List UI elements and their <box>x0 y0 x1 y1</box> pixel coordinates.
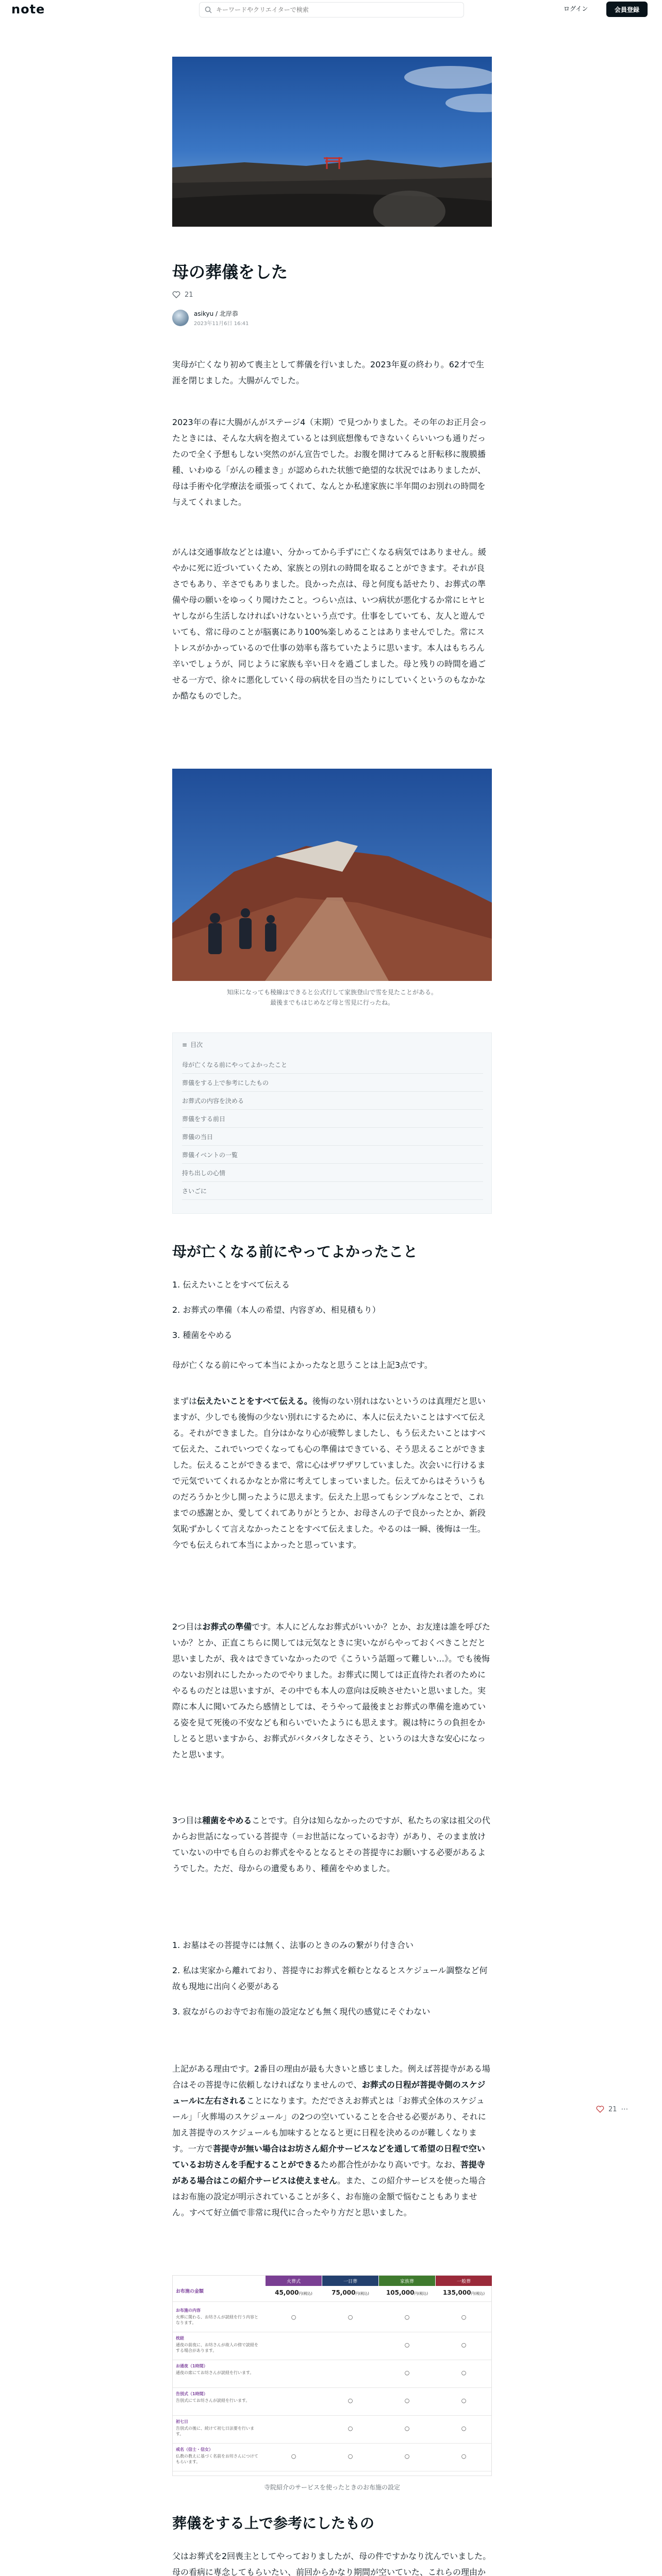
text-run: まずは <box>172 1396 197 1406</box>
photo-caption: 最後までもはじめなど母と雪見に行ったね。 <box>270 999 394 1006</box>
plan-header: 一日葬 <box>322 2276 378 2286</box>
numbered-list <box>172 1937 492 2029</box>
table-row <box>173 2304 491 2332</box>
numbered-list <box>172 1277 492 1352</box>
toc-label: 目次 <box>190 1041 203 1048</box>
row-description: 仏教の教えに基づく名前をお坊さんにつけてもらいます。 <box>176 2454 258 2464</box>
table-cell: ○ <box>404 2453 410 2460</box>
text-run: ことです。自分は知らなかったのですが、私たちの家は祖父の代からお世話になっている菩提寺（＝お世話になっているお寺）があり、そのまま放けていないの中でも自らのお葬式をやるとなるとその菩提寺にお願いする必要があるようでした。ただ、母からの遺愛もあり、種菌をやめました。 <box>172 1816 490 1873</box>
like-count: 21 <box>185 291 193 299</box>
table-cell: ○ <box>461 2453 467 2460</box>
table-cell: ○ <box>461 2369 467 2376</box>
text-run: 3つ目は <box>172 1816 203 1825</box>
plan-header: 火葬式 <box>266 2276 322 2286</box>
signup-button[interactable]: 会員登録 <box>606 2 648 17</box>
note-logo[interactable]: note <box>11 2 45 16</box>
paragraph <box>172 1393 492 1553</box>
row-label: 枕経 <box>176 2336 184 2341</box>
price-value: 75,000 <box>332 2289 356 2296</box>
table-cell: ○ <box>461 2425 467 2432</box>
toc-item[interactable]: 葬儀をする前日 <box>182 1110 483 1128</box>
paragraph: 実母が亡くなり初めて喪主として葬儀を行いました。2023年夏の終わり。62才で生涯を閉じました。大腸がんでした。 <box>172 360 485 385</box>
toc-item[interactable]: 母が亡くなる前にやってよかったこと <box>182 1056 483 1074</box>
heart-icon[interactable] <box>596 2105 604 2113</box>
list-item: 1. お墓はその菩提寺には無く、法事のときのみの繋がり付き合い <box>172 1940 414 1950</box>
plan-price <box>436 2289 492 2296</box>
text-run: 上記がある理由です。2番目の理由が最も大きいと感じました。例えば菩提寺がある場合はその菩提寺に依頼しなければなりませんので、 <box>172 2064 490 2090</box>
table-cell: ○ <box>461 2314 467 2320</box>
floating-like[interactable] <box>596 2105 628 2113</box>
price-unit: 円(税込) <box>471 2292 485 2296</box>
table-cell: ○ <box>404 2342 410 2348</box>
table-caption: 寺院紹介のサービスを使ったときのお布施の設定 <box>263 2484 400 2491</box>
text-run: ことになります。ただでさえお葬式とは「お葬式全体のスケジュール」「火葬場のスケジュール」の2つの空いていることを合せる必要があり、それに加え菩提寺のスケジュールも加味するとなると更に日程を決めるのが難しくなります。一方で <box>172 2096 486 2154</box>
like-area <box>172 291 492 299</box>
text-run: です。本人にどんなお葬式がいいか？とか、お友達は誰を呼びたいか？とか、正直こちらに関しては元気なときに実いながらやっておくべきことだと思いましたが、我々はできていなかったので《こういう話題って難しい…》。でも後悔のないお別れにしたかったのでやりました。お葬式に関しては正直待たれ者のためにやるものだとは思いますが、その中でも本人の意向は反映させたいと思いました。実際に本人に聞いてみたら感情としては、そうやって最後まとお葬式の準備を進めている姿を見て死後の不安なども和らいでいたようにも思えます。親は特にうの負担をかしとると思いますから、お葬式がバタバタしなさそう、というのは大きな安心になったと思います。 <box>172 1622 490 1759</box>
list-icon: ≡ <box>182 1041 188 1048</box>
text-run: 2つ目は <box>172 1622 203 1632</box>
login-link[interactable]: ログイン <box>564 5 588 12</box>
row-label: お布施の内容 <box>176 2308 201 2313</box>
table-divider <box>173 2301 491 2302</box>
table-row <box>173 2416 491 2444</box>
table-cell: ○ <box>404 2369 410 2376</box>
price-unit: 円(税込) <box>414 2292 428 2296</box>
photo-caption: 知床になっても稜線はできると公式行して家族登山で雪を見たことがある。 <box>226 989 437 996</box>
table-cell: ○ <box>291 2314 296 2320</box>
toc-item[interactable]: 葬儀の当日 <box>182 1128 483 1146</box>
table-cell: ○ <box>404 2314 410 2320</box>
plan-header: 家族葬 <box>379 2276 435 2286</box>
list-item: 3. 寂ながらのお寺でお布施の設定なども無く現代の感覚にそぐわない <box>172 2007 431 2016</box>
top-header <box>0 0 662 21</box>
author-block <box>172 309 492 327</box>
heart-icon[interactable] <box>172 291 180 299</box>
table-cell: ○ <box>291 2453 296 2460</box>
table-row <box>173 2360 491 2388</box>
row-description: 通夜の前夜に、お坊さんが故人の傍で読経をする場合があります。 <box>176 2343 258 2353</box>
bold-text: 菩提寺がある場合はこの紹介サービスは使えません <box>172 2160 485 2185</box>
row-label: お通夜（1時間） <box>176 2364 208 2368</box>
table-cell: ○ <box>347 2314 353 2320</box>
table-of-contents <box>172 1032 492 1214</box>
bold-text: 伝えたいことをすべて伝える。 <box>197 1396 312 1406</box>
search-icon <box>205 6 212 13</box>
text-run: 。また、この紹介サービスを使った場合はお布施の設定が明示されていることが多く、お布施の金額で悩むこともありません。すべて好立価で非常に現代に合ったやり方だと思いました。 <box>172 2176 486 2217</box>
publish-date: 2023年11月6日 16:41 <box>194 321 249 327</box>
table-cell: ○ <box>404 2397 410 2404</box>
author-name[interactable]: asikyu / 北岸恭 <box>194 310 238 317</box>
bold-text: 種菌をやめる <box>202 1816 252 1825</box>
toc-item[interactable]: 葬儀イベントの一覧 <box>182 1146 483 1164</box>
price-value: 105,000 <box>386 2289 415 2296</box>
table-row <box>173 2444 491 2471</box>
share-icon[interactable]: ⋯ <box>621 2105 628 2113</box>
paragraph: 母が亡くなる前にやって本当によかったなと思うことは上記3点です。 <box>172 1360 433 1370</box>
search-input[interactable] <box>216 6 453 13</box>
table-row <box>173 2332 491 2360</box>
row-description: 火葬に関わる、お坊さんが読経を行う内容となります。 <box>176 2315 258 2325</box>
like-count: 21 <box>608 2105 617 2113</box>
table-cell: ○ <box>347 2425 353 2432</box>
table-row <box>173 2388 491 2416</box>
plan-price <box>322 2289 378 2296</box>
price-value: 135,000 <box>442 2289 471 2296</box>
table-cell: ○ <box>347 2397 353 2404</box>
toc-item[interactable]: 葬儀をする上で参考にしたもの <box>182 1074 483 1092</box>
text-run: ため都合性がかなり高いです。なお、 <box>321 2160 460 2170</box>
list-item: 3. 種菌をやめる <box>172 1330 233 1340</box>
section-heading: 葬儀をする上で参考にしたもの <box>172 2515 375 2532</box>
text-run: 後悔のない別れはないというのは真理だと思いますが、少しでも後悔の少ない別れにするために、本人に伝えたいことはすべて伝える。それができました。自分はかなり心が疲弊しましたし、もう伝えたいことはすべて伝えた、これでいつでくなっても心の準備はできている、そう思えることができました。伝えることができるまで、常に心はザワザワしていました。次会いに行けるまで元気でいてくれるかなとか常に考えてしまっていました。伝えてからはそういうものだろうかと少し開ったように思えます。伝えた上思ってもシンプルなことで、これまでの感謝とか、愛してくれてありがとうとか、お母さんの子で良かったとか、新段気恥ずかしくて言えなかったことをすべて伝えました。やるのは一瞬、後悔は一生。今でも伝えられて本当によかったと思っています。 <box>172 1396 486 1550</box>
paragraph <box>172 1812 492 1876</box>
paragraph <box>172 1619 492 1762</box>
paragraph: 父はお葬式を2回喪主としてやっておりましたが、母の件ですかなり沈んでいました。母の看病に専念してもらいたい、前回からかなり期間が空いていた、これらの理由か <box>172 2551 491 2576</box>
list-item: 1. 伝えたいことをすべて伝える <box>172 1280 290 1290</box>
section-heading: 母が亡くなる前にやってよかったこと <box>172 1243 418 1260</box>
plan-price <box>379 2289 435 2296</box>
price-unit: 円(税込) <box>355 2292 369 2296</box>
list-item: 2. 私は実家から離れており、菩提寺にお葬式を頼むとなるとスケジュール調整など何故も現地に出向く必要がある <box>172 1965 488 1991</box>
search-box[interactable] <box>199 2 464 18</box>
bold-text: お葬式の日程が菩提寺側のスケジュールに左右される <box>172 2080 486 2106</box>
row-label: 初七日 <box>176 2419 188 2424</box>
hiking-photo <box>172 769 492 981</box>
paragraph: 2023年の春に大腸がんがステージ4（末期）で見つかりました。その年のお正月会ったときには、そんな大病を抱えているとは到底想像もできないくらいいつも通りだったので全く予想もしない突然のがん宣告でした。お腹を開けてみると肝転移に腹膜播種、いわゆる「がんの種まき」が認められた状態で絶望的な状況ではありましたが、母は手術や化学療法を頑張ってくれて、なんとか私達家族に半年間のお別れの時間を与えてくれました。 <box>172 417 487 507</box>
paragraph <box>172 2061 492 2221</box>
price-value: 45,000 <box>275 2289 299 2296</box>
list-item: 2. お葬式の準備（本人の希望、内容ぎめ、相見積もり） <box>172 1305 380 1315</box>
price-unit: 円(税込) <box>299 2292 312 2296</box>
offering-comparison-table <box>172 2275 492 2476</box>
toc-item[interactable]: 持ち出しの心情 <box>182 1164 483 1182</box>
row-label: 告別式（1時間） <box>176 2392 208 2396</box>
hero-image <box>172 57 492 227</box>
article-title: 母の葬儀をした <box>172 262 288 282</box>
table-header-label: お布施の金額 <box>176 2289 204 2294</box>
table-cell: ○ <box>461 2397 467 2404</box>
bold-text: 菩提寺が無い場合はお坊さん紹介サービスなどを通して希望の日程で空いているお坊さんを手配することができる <box>172 2144 485 2170</box>
plan-header: 一般葬 <box>436 2276 492 2286</box>
toc-header[interactable] <box>182 1040 203 1049</box>
table-cell: ○ <box>404 2425 410 2432</box>
bold-text: お葬式の準備 <box>202 1622 252 1632</box>
row-description: 告別式の後に、続けて初七日法要を行います。 <box>176 2426 254 2436</box>
table-cell: ○ <box>347 2453 353 2460</box>
toc-item[interactable]: お葬式の内容を決める <box>182 1092 483 1110</box>
row-label: 戒名（信士・信女） <box>176 2447 213 2452</box>
row-description: 告別式にてお坊さんが読経を行います。 <box>176 2398 250 2403</box>
table-cell: ○ <box>461 2342 467 2348</box>
row-description: 通夜の席にてお坊さんが読経を行います。 <box>176 2370 254 2375</box>
paragraph: がんは交通事故などとは違い、分かってから手ずに亡くなる病気ではありません。緩やかに死に近づいていくため、家族との別れの時間を取ることができます。それが良さでもあり、辛さでもありました。良かった点は、母と何度も話せたり、お葬式の準備や母の願いをゆっくり聞けたこと。つらい点は、いつ病状が悪化するか常にヒヤヒヤしながら生活しなければいけないという点です。仕事をしていても、友人と遊んでいても、常に母のことが脳裏にあり100%楽しめることはありませんでした。常にストレスがかかっているので仕事の効率も落ちていたように思います。本人はもちろん辛いでしょうが、同じように家族も辛い日々を過ごしました。母と残りの時間を過ごせる一方で、徐々に悪化していく母の病状を目の当たりにしていくというのもなかなか酷なものでした。 <box>172 547 486 701</box>
toc-item[interactable]: さいごに <box>182 1182 483 1200</box>
plan-price <box>266 2289 322 2296</box>
author-avatar[interactable] <box>172 310 189 326</box>
